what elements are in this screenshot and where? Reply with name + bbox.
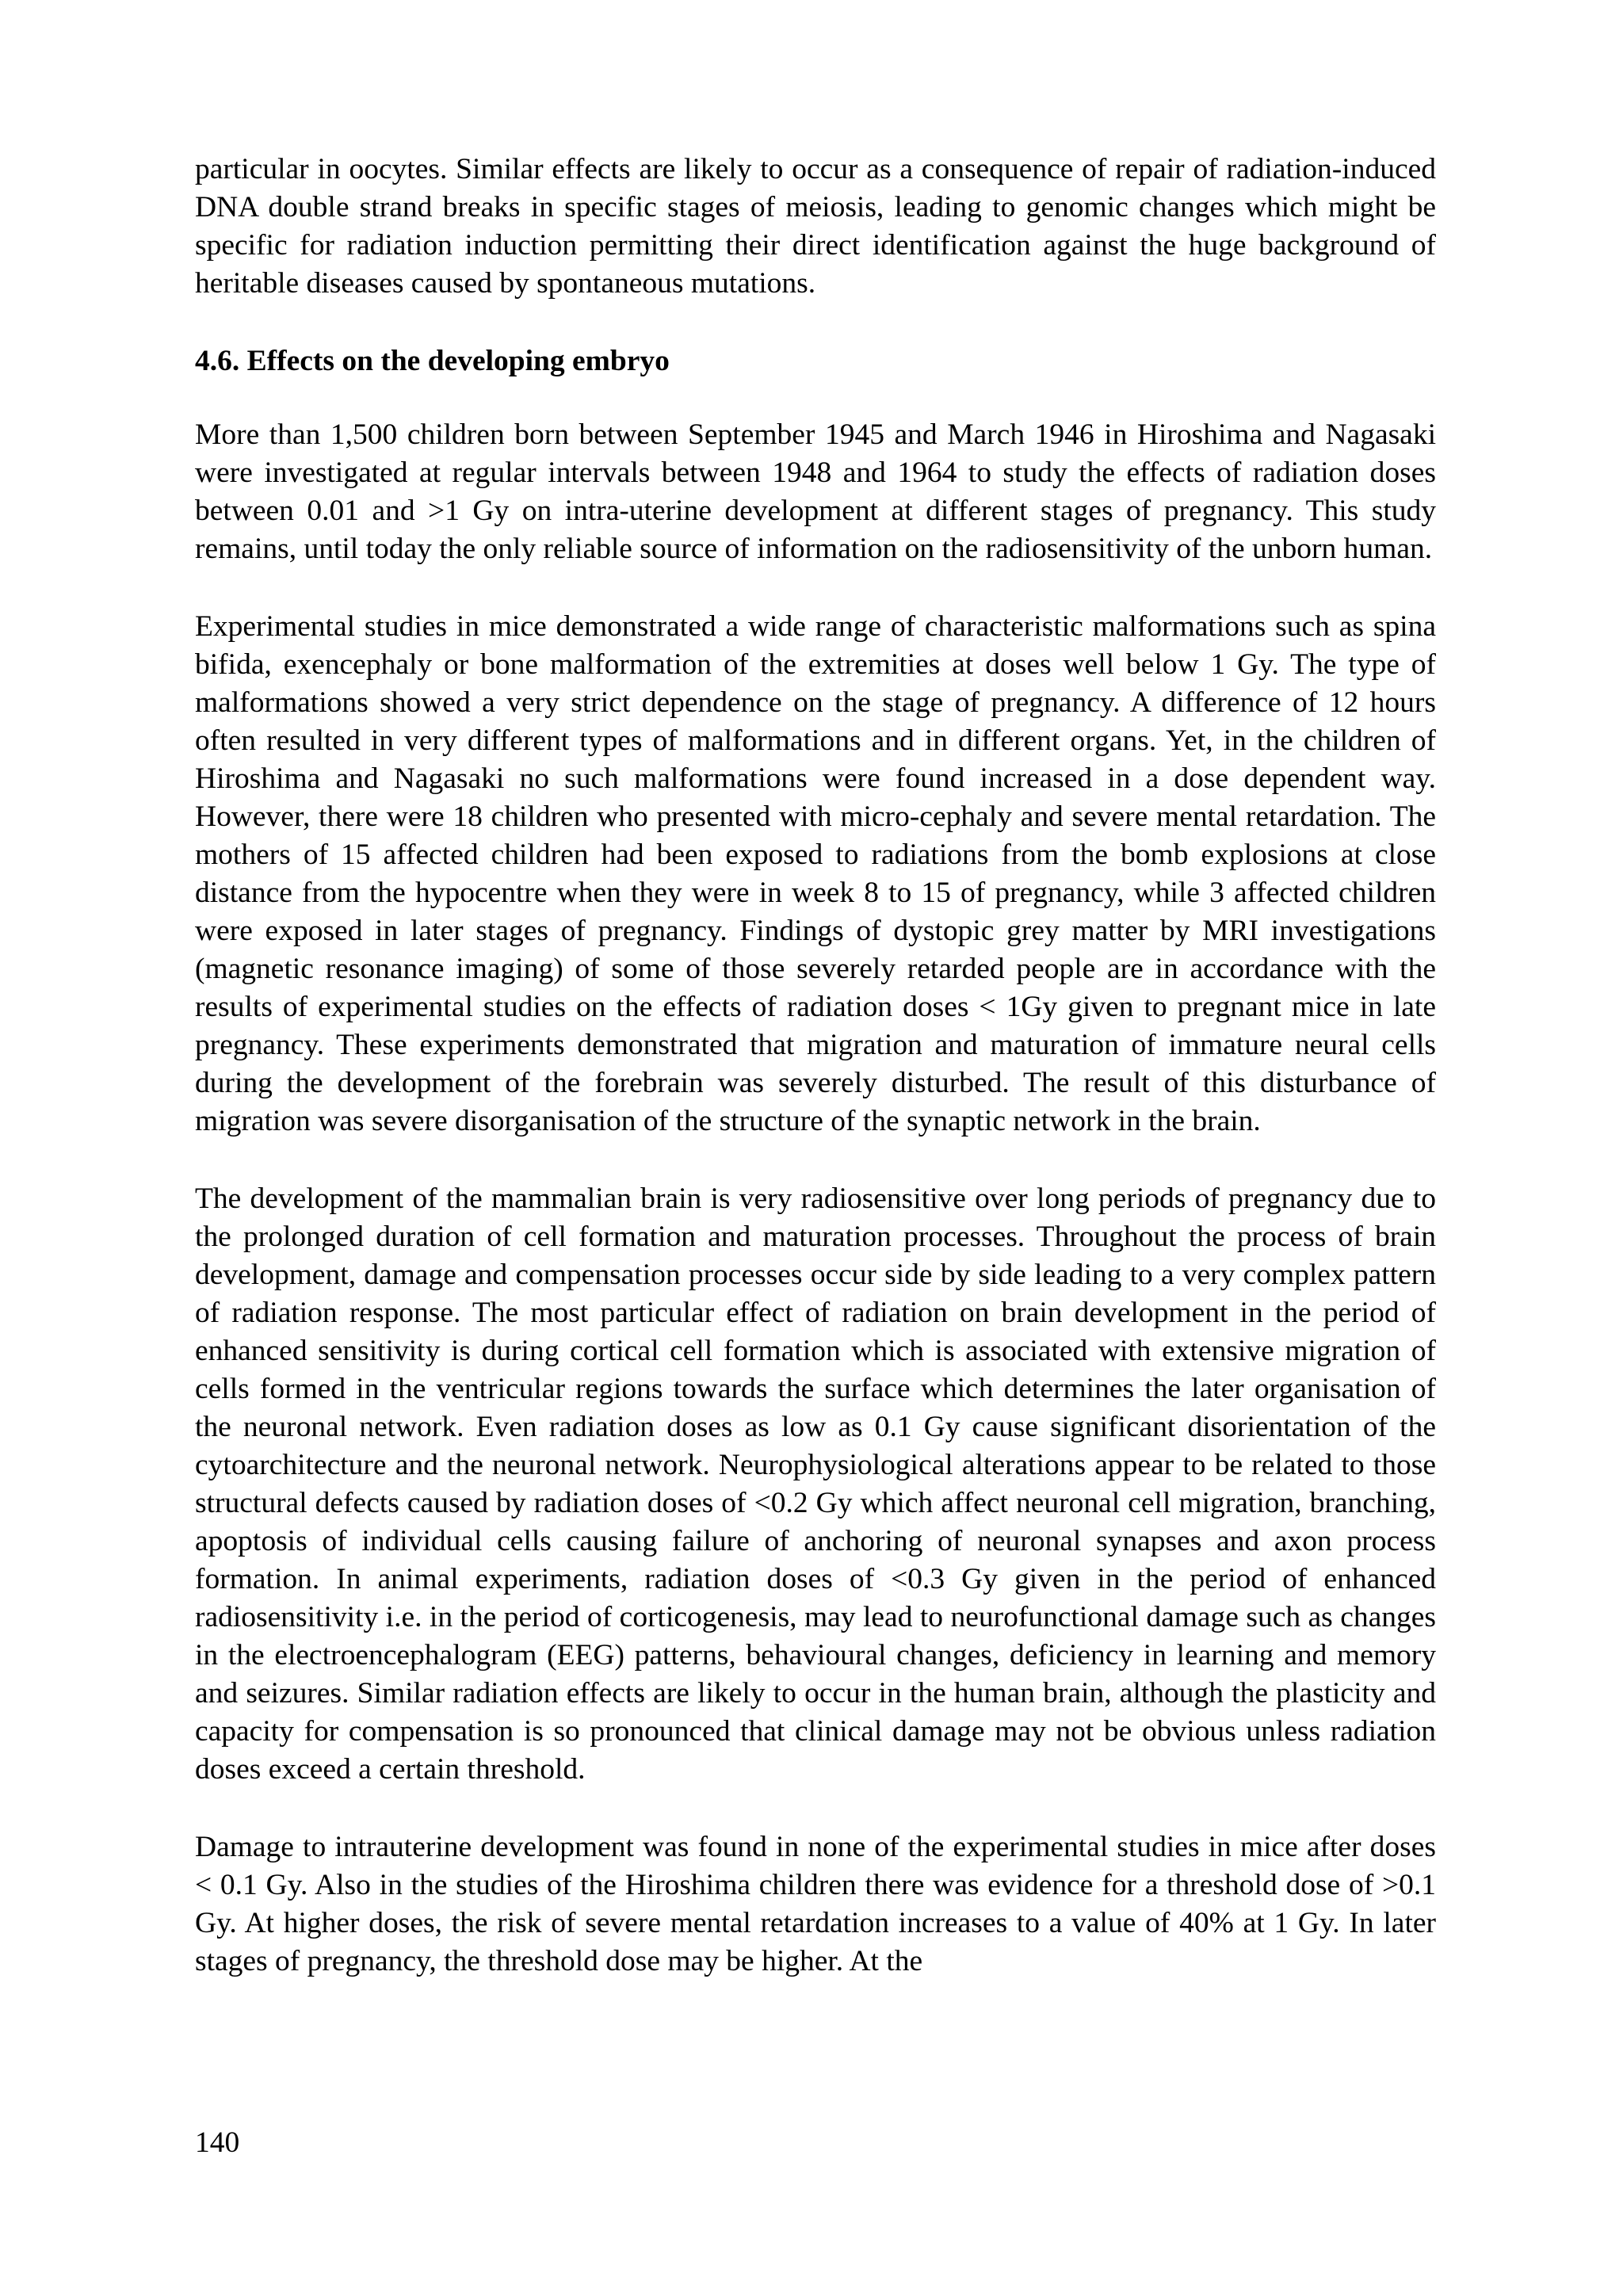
paragraph-continued: particular in oocytes. Similar effects are likely to occur as a consequence of repair of radiation-induced DNA double strand breaks in specific stages of meiosis, leading to genomic changes which might be specific for radiation induction permitting their direct identification against the huge background of heritable diseases caused by spontaneous mutations. (195, 153, 1436, 300)
section-heading: 4.6. Effects on the developing embryo (195, 345, 670, 377)
paragraph-threshold-dose: Damage to intrauterine development was found in none of the experimental studies in mice after doses < 0.1 Gy. Also in the studies of the Hiroshima children there was evidence for a threshold dose of >0.1 Gy. At higher doses, the risk of severe mental retardation increases to a value of 40% at 1 Gy. In later stages of pregnancy, the threshold dose may be higher. At the (195, 1831, 1436, 1977)
page-number: 140 (195, 2126, 240, 2159)
paragraph-experimental-mice: Experimental studies in mice demonstrated a wide range of characteristic malformations such as spina bifida, exencephaly or bone malformation of the extremities at doses well below 1 Gy. The type of malformations showed a very strict dependence on the stage of pregnancy. A difference of 12 hours often resulted in very different types of malformations and in different organs. Yet, in the children of Hiroshima and Nagasaki no such malformations were found increased in a dose dependent way. However, there were 18 children who presented with micro-cephaly and severe mental retardation. The mothers of 15 affected children had been exposed to radiations from the bomb explosions at close distance from the hypocentre when they were in week 8 to 15 of pregnancy, while 3 affected children were exposed in later stages of pregnancy. Findings of dystopic grey matter by MRI investigations (magnetic resonance imaging) of some of those severely retarded people are in accordance with the results of experimental studies on the effects of radiation doses < 1Gy given to pregnant mice in late pregnancy. These experiments demonstrated that migration and maturation of immature neural cells during the development of the forebrain was severely disturbed. The result of this disturbance of migration was severe disorganisation of the structure of the synaptic network in the brain. (195, 610, 1436, 1137)
document-page (195, 151, 1436, 2020)
paragraph-hiroshima-study: More than 1,500 children born between September 1945 and March 1946 in Hiroshima and Nagasaki were investigated at regular intervals between 1948 and 1964 to study the effects of radiation doses between 0.01 and >1 Gy on intra-uterine development at different stages of pregnancy. This study remains, until today the only reliable source of information on the radiosensitivity of the unborn human. (195, 418, 1436, 565)
paragraph-brain-development: The development of the mammalian brain is very radiosensitive over long periods of pregnancy due to the prolonged duration of cell formation and maturation processes. Throughout the process of brain development, damage and compensation processes occur side by side leading to a very complex pattern of radiation response. The most particular effect of radiation on brain development in the period of enhanced sensitivity is during cortical cell formation which is associated with extensive migration of cells formed in the ventricular regions towards the surface which determines the later organisation of the neuronal network. Even radiation doses as low as 0.1 Gy cause significant disorientation of the cytoarchitecture and the neuronal network. Neurophysiological alterations appear to be related to those structural defects caused by radiation doses of <0.2 Gy which affect neuronal cell migration, branching, apoptosis of individual cells causing failure of anchoring of neuronal synapses and axon process formation. In animal experiments, radiation doses of <0.3 Gy given in the period of enhanced radiosensitivity i.e. in the period of corticogenesis, may lead to neurofunctional damage such as changes in the electroencephalogram (EEG) patterns, behavioural changes, deficiency in learning and memory and seizures. Similar radiation effects are likely to occur in the human brain, although the plasticity and capacity for compensation is so pronounced that clinical damage may not be obvious unless radiation doses exceed a certain threshold. (195, 1182, 1436, 1786)
